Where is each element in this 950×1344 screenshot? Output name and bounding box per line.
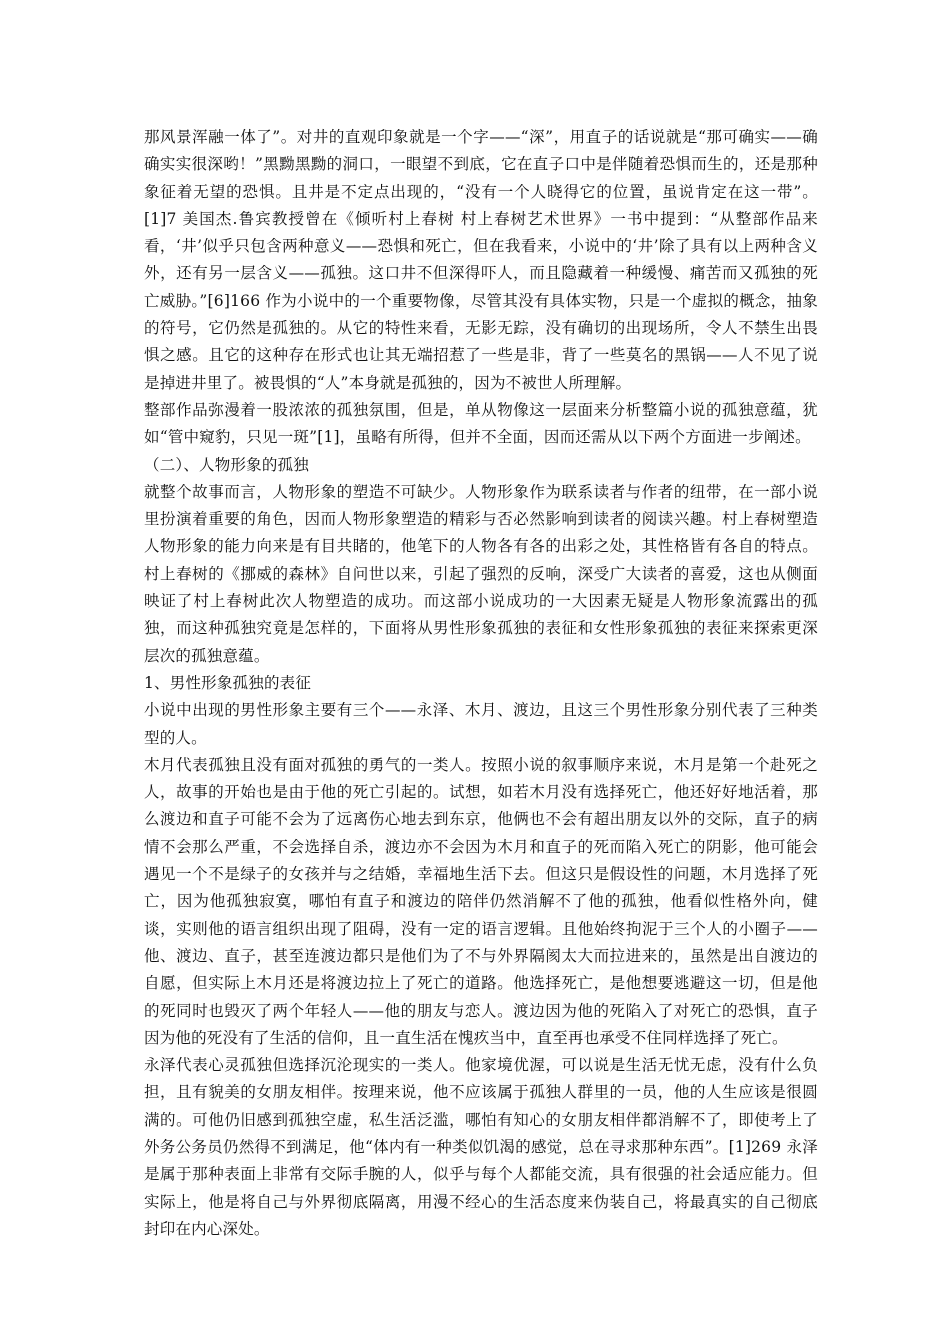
document-page — [144, 124, 818, 1243]
paragraph-three-male-characters: 小说中出现的男性形象主要有三个——永泽、木月、渡边，且这三个男性形象分别代表了三种类型的人。 — [144, 701, 818, 747]
paragraph-nagasawa: 永泽代表心灵孤独但选择沉沦现实的一类人。他家境优渥，可以说是生活无忧无虑，没有什么负担，且有貌美的女朋友相伴。按理来说，他不应该属于孤独人群里的一员，他的人生应该是很圆满的。可他仍旧感到孤独空虚，私生活泛滥，哪怕有知心的女朋友相伴都消解不了，即使考上了外务公务员仍然得不到满足，他“体内有一种类似饥渴的感觉，总在寻求那种东西”。[1]269 永泽是属于那种表面上非常有交际手腕的人，似乎与每个人都能交流，具有很强的社会适应能力。但实际上，他是将自己与外界彻底隔离，用漫不经心的生活态度来伪装自己，将最真实的自己彻底封印在内心深处。 — [144, 1056, 818, 1238]
subheading-male-characters: 1、男性形象孤独的表征 — [144, 673, 312, 692]
section-heading-characters: （二）、人物形象的孤独 — [144, 455, 309, 474]
paragraph-character-portrayal: 就整个故事而言，人物形象的塑造不可缺少。人物形象作为联系读者与作者的纽带，在一部小说里扮演着重要的角色，因而人物形象塑造的精彩与否必然影响到读者的阅读兴趣。村上春树塑造人物形象的能力向来是有目共睹的，他笔下的人物各有各的出彩之处，其性格皆有各自的特点。村上春树的《挪威的森林》自问世以来，引起了强烈的反响，深受广大读者的喜爱，这也从侧面映证了村上春树此次人物塑造的成功。而这部小说成功的一大因素无疑是人物形象流露出的孤独，而这种孤独究竟是怎样的，下面将从男性形象孤独的表征和女性形象孤独的表征来探索更深层次的孤独意蕴。 — [144, 482, 818, 665]
paragraph-atmosphere: 整部作品弥漫着一股浓浓的孤独氛围，但是，单从物像这一层面来分析整篇小说的孤独意蕴，犹如“管中窥豹，只见一斑”[1]，虽略有所得，但并不全面，因而还需从以下两个方面进一步阐述。 — [144, 400, 818, 447]
paragraph-kizuki: 木月代表孤独且没有面对孤独的勇气的一类人。按照小说的叙事顺序来说，木月是第一个赴死之人，故事的开始也是由于他的死亡引起的。试想，如若木月没有选择死亡，他还好好地活着，那么渡边和直子可能不会为了远离伤心地去到东京，他俩也不会有超出朋友以外的交际，直子的病情不会那么严重，不会选择自杀，渡边亦不会因为木月和直子的死而陷入死亡的阴影，他可能会遇见一个不是绿子的女孩并与之结婚，幸福地生活下去。但这只是假设性的问题，木月选择了死亡，因为他孤独寂寞，哪怕有直子和渡边的陪伴仍然消解不了他的孤独，他看似性格外向，健谈，实则他的语言组织出现了阻碍，没有一定的语言逻辑。且他始终拘泥于三个人的小圈子——他、渡边、直子，甚至连渡边都只是他们为了不与外界隔阂太大而拉进来的，虽然是出自渡边的自愿，但实际上木月还是将渡边拉上了死亡的道路。他选择死亡，是他想要逃避这一切，但是他的死同时也毁灭了两个年轻人——他的朋友与恋人。渡边因为他的死陷入了对死亡的恐惧，直子因为他的死没有了生活的信仰，且一直生活在愧疚当中，直至再也承受不住同样选择了死亡。 — [144, 755, 818, 1047]
paragraph-well-imagery: 那风景浑融一体了”。对井的直观印象就是一个字——“深”，用直子的话说就是“那可确实——确确实实很深哟！”黑黝黑黝的洞口，一眼望不到底，它在直子口中是伴随着恐惧而生的，还是那种象征着无望的恐惧。且井是不定点出现的，“没有一个人晓得它的位置，虽说肯定在这一带”。[1]7 美国杰.鲁宾教授曾在《倾听村上春树 村上春树艺术世界》一书中提到：“从整部作品来看，‘井’似乎只包含两种意义——恐惧和死亡，但在我看来，小说中的‘井’除了具有以上两种含义外，还有另一层含义——孤独。这口井不但深得吓人，而且隐藏着一种缓慢、痛苦而又孤独的死亡威胁。”[6]166 作为小说中的一个重要物像，尽管其没有具体实物，只是一个虚拟的概念，抽象的符号，它仍然是孤独的。从它的特性来看，无影无踪，没有确切的出现场所，令人不禁生出畏惧之感。且它的这种存在形式也让其无端招惹了一些是非，背了一些莫名的黑锅——人不见了说是掉进井里了。被畏惧的“人”本身就是孤独的，因为不被世人所理解。 — [144, 128, 818, 392]
